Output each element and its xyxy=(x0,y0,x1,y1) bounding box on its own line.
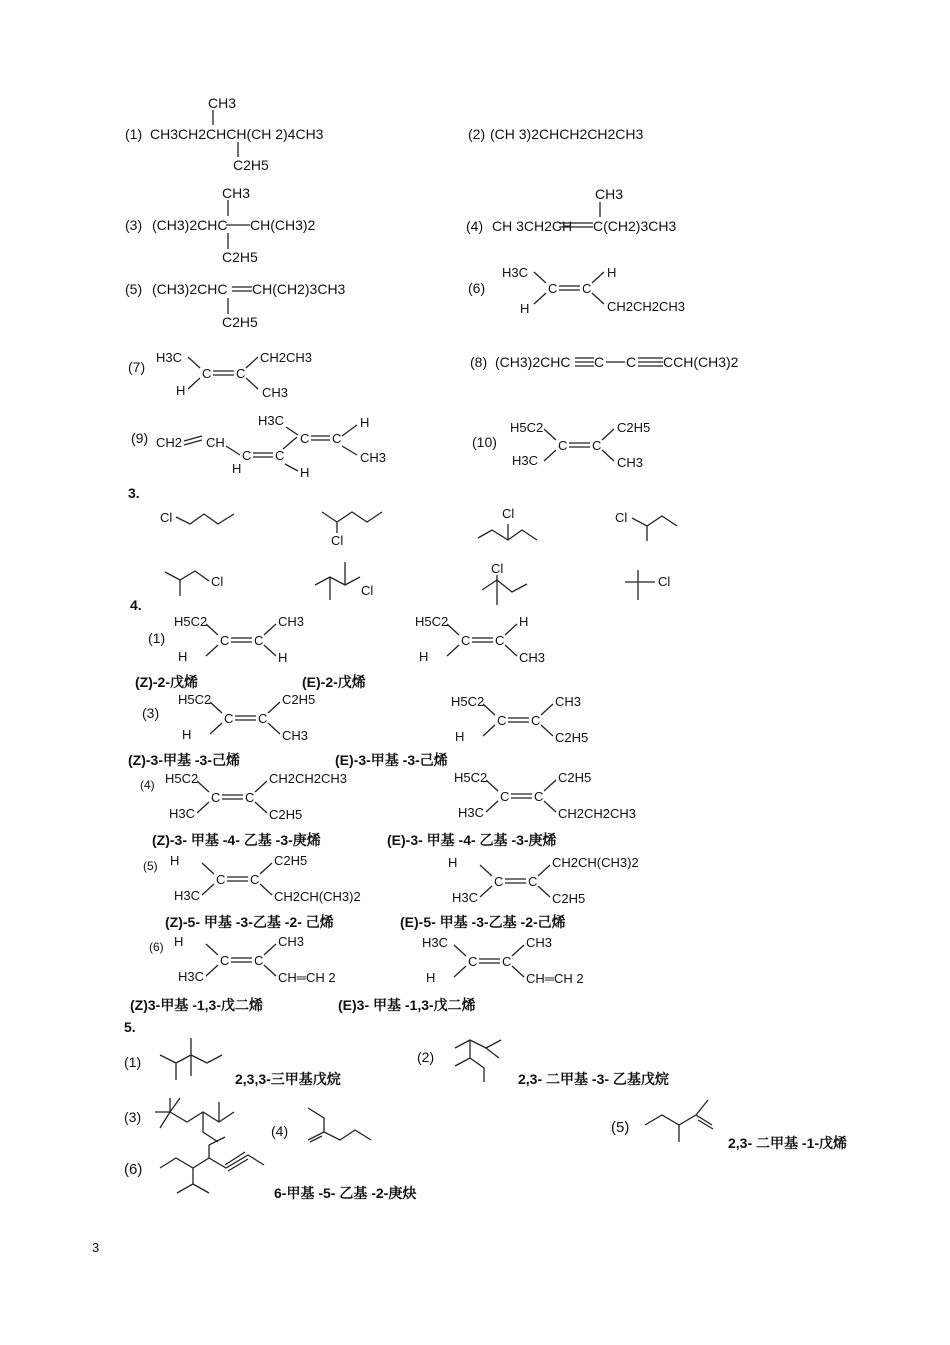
f6-number: (6) xyxy=(468,280,486,296)
f6-carbon-left: C xyxy=(548,281,558,296)
q4-3e-carbon-left: C xyxy=(497,713,507,728)
q4-1z-arm-ur xyxy=(264,624,276,635)
f1-number: (1) xyxy=(125,126,143,142)
f9-bond-1 xyxy=(226,446,240,455)
q4-4e-carbon-left: C xyxy=(500,789,510,804)
q4-1e-sub-a: H5C2 xyxy=(415,614,449,629)
q4-4z-arm-ul xyxy=(197,781,209,792)
q4-6e-sub-b: CH3 xyxy=(526,935,553,950)
q5-3-number: (3) xyxy=(124,1109,142,1125)
q5-5-structure xyxy=(645,1100,713,1142)
q5-5-name: 2,3- 二甲基 -1-戊烯 xyxy=(728,1135,848,1151)
q4-1z-sub-b: CH3 xyxy=(278,614,305,629)
q5-5-number: (5) xyxy=(611,1119,630,1136)
q3-2-cl-label: Cl xyxy=(331,533,344,548)
q5-2-name: 2,3- 二甲基 -3- 乙基戊烷 xyxy=(518,1071,669,1087)
q4-5e-sub-a: H xyxy=(448,855,458,870)
q4-4z-sub-b: CH2CH2CH3 xyxy=(269,771,348,786)
f8-number: (8) xyxy=(470,354,488,370)
q3-2-chloropentane xyxy=(322,512,382,548)
q4-1e-arm-ur xyxy=(505,624,517,635)
q3-5-chloro-methylbutane xyxy=(165,571,223,596)
q4-5-z-name: (Z)-5- 甲基 -3-乙基 -2- 己烯 xyxy=(165,914,334,930)
f9-c1: C xyxy=(242,448,252,463)
q4-3-z-name: (Z)-3-甲基 -3-己烯 xyxy=(128,752,240,768)
q4-1z-arm-ul xyxy=(206,624,218,635)
q4-1z-sub-a: H5C2 xyxy=(174,614,208,629)
q4-1e-carbon-right: C xyxy=(495,633,505,648)
f5-number: (5) xyxy=(125,281,143,297)
q4-4z-carbon-left: C xyxy=(211,790,221,805)
q4-4e-sub-b: C2H5 xyxy=(558,770,592,785)
q4-3e-sub-b: CH3 xyxy=(555,694,582,709)
f9-bond-5 xyxy=(342,425,357,436)
q4-4z-sub-c: H3C xyxy=(169,806,196,821)
q4-5-number: (5) xyxy=(143,859,158,873)
f9-c4: C xyxy=(332,431,342,446)
q4-4-e-name: (E)-3- 甲基 -4- 乙基 -3-庚烯 xyxy=(387,832,557,848)
f7-carbon-left: C xyxy=(202,366,212,381)
q4-1z-carbon-right: C xyxy=(254,633,264,648)
f9-bond-4 xyxy=(285,464,298,471)
section-4-label: 4. xyxy=(130,597,142,613)
q4-6-e-name: (E)3- 甲基 -1,3-戊二烯 xyxy=(338,997,476,1013)
q4-4e-arm-ur xyxy=(544,780,556,791)
f6-c: H xyxy=(520,301,530,316)
f7-arm-ul xyxy=(188,357,200,368)
q5-2-structure xyxy=(455,1040,501,1082)
q4-4z-sub-a: H5C2 xyxy=(165,771,199,786)
q4-3z-sub-c: H xyxy=(182,727,192,742)
q4-3z-sub-d: CH3 xyxy=(282,728,309,743)
q4-6z-arm-lr xyxy=(264,965,276,976)
q4-3-e-name: (E)-3-甲基 -3-己烯 xyxy=(335,752,448,768)
q3-1-chloropentane xyxy=(160,510,234,525)
q4-6e-sub-c: H xyxy=(426,970,436,985)
q4-3z-arm-ur xyxy=(268,702,280,713)
f7-arm-lr xyxy=(246,378,258,389)
f9-b: CH xyxy=(206,435,225,450)
q4-3e-sub-d: C2H5 xyxy=(555,730,589,745)
q4-5e-sub-b: CH2CH(CH3)2 xyxy=(552,855,639,870)
q4-5e-arm-ul xyxy=(480,865,492,876)
q4-6z-arm-ul xyxy=(206,944,218,955)
f9-bond-6 xyxy=(342,446,357,455)
f8-mid-carbon-2: C xyxy=(626,354,637,370)
q4-3z-carbon-right: C xyxy=(258,711,268,726)
section-5-label: 5. xyxy=(124,1019,136,1035)
q4-1-number: (1) xyxy=(148,630,166,646)
q4-3z-arm-lr xyxy=(268,723,280,734)
f9-d: H3C xyxy=(258,413,285,428)
f10-arm-ur xyxy=(602,429,614,440)
q4-5e-carbon-right: C xyxy=(528,874,538,889)
q4-6e-arm-ll xyxy=(454,966,466,977)
q3-7-cl-label: Cl xyxy=(491,561,504,576)
q4-4e-sub-d: CH2CH2CH3 xyxy=(558,806,637,821)
f8-main-right: CCH(CH3)2 xyxy=(663,354,739,370)
q4-6e-carbon-left: C xyxy=(468,954,478,969)
q4-3z-carbon-left: C xyxy=(224,711,234,726)
q3-8-chloro-dimethylpropane xyxy=(625,570,670,600)
q4-1e-sub-d: CH3 xyxy=(519,650,546,665)
f6-arm-lr xyxy=(592,293,604,304)
f9-number: (9) xyxy=(131,430,149,446)
f10-number: (10) xyxy=(472,434,497,450)
f2-number: (2) xyxy=(468,126,486,142)
q5-1-number: (1) xyxy=(124,1054,142,1070)
q3-8-cl-label: Cl xyxy=(658,574,671,589)
q5-2-number: (2) xyxy=(417,1049,435,1065)
q3-4-chain xyxy=(632,516,677,526)
q5-4-structure xyxy=(308,1108,371,1142)
q3-1-chain xyxy=(176,514,234,524)
q4-4-number: (4) xyxy=(140,778,155,792)
q4-4-z-name: (Z)-3- 甲基 -4- 乙基 -3-庚烯 xyxy=(152,832,321,848)
q4-1e-arm-lr xyxy=(505,645,517,656)
f5-main-left: (CH3)2CHC xyxy=(152,281,228,297)
f9-c2: C xyxy=(275,448,285,463)
f7-carbon-right: C xyxy=(236,366,246,381)
q4-5z-sub-a: H xyxy=(170,853,180,868)
q4-5z-arm-ll xyxy=(202,884,214,895)
q4-6e-arm-ur xyxy=(512,945,524,956)
q4-4z-sub-d: C2H5 xyxy=(269,807,303,822)
q4-4e-arm-lr xyxy=(544,801,556,812)
q4-3e-sub-c: H xyxy=(455,729,465,744)
q4-6-number: (6) xyxy=(149,940,164,954)
q4-3z-sub-b: C2H5 xyxy=(282,692,316,707)
f10-c: H3C xyxy=(512,453,539,468)
q4-4e-sub-c: H3C xyxy=(458,805,485,820)
f7-number: (7) xyxy=(128,359,146,375)
f10-a: H5C2 xyxy=(510,420,544,435)
f8-main-left: (CH3)2CHC xyxy=(495,354,571,370)
q4-1-e-name: (E)-2-戊烯 xyxy=(302,674,366,690)
f2-formula: (CH 3)2CHCH2CH2CH3 xyxy=(490,126,644,142)
q4-6e-carbon-right: C xyxy=(502,954,512,969)
q4-3e-arm-ur xyxy=(541,704,553,715)
q4-3e-arm-ul xyxy=(483,704,495,715)
q4-5z-carbon-left: C xyxy=(216,872,226,887)
q5-6-structure xyxy=(160,1137,264,1193)
q4-6z-carbon-left: C xyxy=(220,953,230,968)
q4-5z-sub-b: C2H5 xyxy=(274,853,308,868)
q3-7-chloro-dimethylpropane xyxy=(482,561,527,605)
q4-6z-sub-d: CH═CH 2 xyxy=(278,970,336,985)
q4-3z-arm-ul xyxy=(210,702,222,713)
f7-arm-ll xyxy=(188,378,200,389)
q4-1z-carbon-left: C xyxy=(220,633,230,648)
q4-3e-carbon-right: C xyxy=(531,713,541,728)
q3-6-chain xyxy=(315,577,360,585)
q4-6e-arm-lr xyxy=(512,966,524,977)
f6-arm-ur xyxy=(592,272,604,283)
f6-a: H3C xyxy=(502,265,529,280)
q4-5z-carbon-right: C xyxy=(250,872,260,887)
q4-4z-arm-lr xyxy=(255,802,267,813)
f10-arm-ul xyxy=(544,429,556,440)
f10-arm-ll xyxy=(544,450,556,461)
q4-5-e-name: (E)-5- 甲基 -3-乙基 -2-己烯 xyxy=(400,914,566,930)
q3-5-cl-label: Cl xyxy=(211,574,224,589)
q4-6z-arm-ll xyxy=(206,965,218,976)
q4-3e-sub-a: H5C2 xyxy=(451,694,485,709)
q4-5e-arm-ll xyxy=(480,886,492,897)
f4-main-left: CH 3CH2CH xyxy=(492,218,573,234)
f9-c: H xyxy=(232,461,242,476)
f9-bond-3 xyxy=(286,427,298,435)
f9-e: H xyxy=(300,465,310,480)
q4-5z-sub-d: CH2CH(CH3)2 xyxy=(274,889,361,904)
q4-5z-sub-c: H3C xyxy=(174,888,201,903)
q4-5z-arm-ul xyxy=(202,863,214,874)
q4-1z-arm-lr xyxy=(264,645,276,656)
q4-3z-sub-a: H5C2 xyxy=(178,692,212,707)
q4-3-number: (3) xyxy=(142,705,160,721)
q4-5e-sub-d: C2H5 xyxy=(552,891,586,906)
q4-4e-carbon-right: C xyxy=(534,789,544,804)
q4-1e-sub-b: H xyxy=(519,614,529,629)
q4-4e-arm-ll xyxy=(486,801,498,812)
f3-main-right: CH(CH3)2 xyxy=(250,217,316,233)
f7-b: CH2CH3 xyxy=(260,350,313,365)
q4-6z-carbon-right: C xyxy=(254,953,264,968)
q4-5z-arm-ur xyxy=(260,863,272,874)
page-number: 3 xyxy=(92,1240,100,1255)
q4-6z-sub-b: CH3 xyxy=(278,934,305,949)
f4-main-right: C(CH2)3CH3 xyxy=(593,218,677,234)
f1-bottom-substituent: C2H5 xyxy=(233,157,269,173)
f9-a: CH2 xyxy=(156,435,183,450)
f5-bottom-substituent: C2H5 xyxy=(222,314,258,330)
q4-1e-sub-c: H xyxy=(419,649,429,664)
f6-d: CH2CH2CH3 xyxy=(607,299,686,314)
f7-c: H xyxy=(176,383,186,398)
f1-main-chain: CH3CH2CHCH(CH 2)4CH3 xyxy=(150,126,324,142)
q4-4z-arm-ur xyxy=(255,781,267,792)
q4-5e-arm-ur xyxy=(538,865,550,876)
q5-3-structure xyxy=(155,1098,234,1142)
q4-5e-sub-c: H3C xyxy=(452,890,479,905)
q4-5e-carbon-left: C xyxy=(494,874,504,889)
q4-1e-carbon-left: C xyxy=(461,633,471,648)
q4-6z-arm-ur xyxy=(264,944,276,955)
q4-6e-sub-a: H3C xyxy=(422,935,449,950)
q5-6-number: (6) xyxy=(124,1161,143,1178)
q4-6z-sub-a: H xyxy=(174,934,184,949)
q4-1z-arm-ll xyxy=(206,645,218,656)
q4-3e-arm-lr xyxy=(541,725,553,736)
f6-arm-ll xyxy=(534,293,546,304)
q4-4z-carbon-right: C xyxy=(245,790,255,805)
q5-1-structure xyxy=(160,1038,222,1080)
f6-b: H xyxy=(607,265,617,280)
q4-6e-sub-d: CH═CH 2 xyxy=(526,971,584,986)
f10-arm-lr xyxy=(602,450,614,461)
q3-2-chain xyxy=(322,512,382,522)
f3-top-substituent: CH3 xyxy=(222,185,251,201)
q4-1z-sub-c: H xyxy=(178,649,188,664)
q4-4e-arm-ul xyxy=(486,780,498,791)
f9-c3: C xyxy=(300,431,310,446)
q5-4-number: (4) xyxy=(271,1123,289,1139)
q4-5e-arm-lr xyxy=(538,886,550,897)
f10-carbon-left: C xyxy=(558,438,568,453)
f8-mid-carbon: C xyxy=(594,354,605,370)
q5-6-name: 6-甲基 -5- 乙基 -2-庚炔 xyxy=(274,1185,417,1201)
q4-1e-arm-ul xyxy=(447,624,459,635)
q4-1z-sub-d: H xyxy=(278,650,288,665)
q4-4z-arm-ll xyxy=(197,802,209,813)
q3-6-chloro-methylbutane xyxy=(315,562,373,600)
f5-main-right: CH(CH2)3CH3 xyxy=(252,281,346,297)
q3-4-chlorobutane xyxy=(615,510,677,541)
q4-4e-sub-a: H5C2 xyxy=(454,770,488,785)
f9-g: CH3 xyxy=(360,450,387,465)
q4-1-z-name: (Z)-2-戊烯 xyxy=(135,674,198,690)
f4-top-substituent: CH3 xyxy=(595,186,624,202)
q5-1-name: 2,3,3-三甲基戊烷 xyxy=(235,1071,341,1087)
q3-1-cl-label: Cl xyxy=(160,510,173,525)
f7-a: H3C xyxy=(156,350,183,365)
f10-d: CH3 xyxy=(617,455,644,470)
q4-1e-arm-ll xyxy=(447,645,459,656)
f3-main-left: (CH3)2CHC xyxy=(152,217,228,233)
f10-carbon-right: C xyxy=(592,438,602,453)
f4-number: (4) xyxy=(466,218,484,234)
f7-d: CH3 xyxy=(262,385,289,400)
q3-3-cl-label: Cl xyxy=(502,506,515,521)
f3-bottom-substituent: C2H5 xyxy=(222,249,258,265)
q4-6z-sub-c: H3C xyxy=(178,969,205,984)
q3-6-cl-label: Cl xyxy=(361,583,374,598)
f3-number: (3) xyxy=(125,217,143,233)
f6-carbon-right: C xyxy=(582,281,592,296)
section-3-label: 3. xyxy=(128,485,140,501)
f10-b: C2H5 xyxy=(617,420,651,435)
f1-top-substituent: CH3 xyxy=(208,95,237,111)
q4-5z-arm-lr xyxy=(260,884,272,895)
f9-f: H xyxy=(360,415,370,430)
q3-4-cl-label: Cl xyxy=(615,510,628,525)
f9-bond-2 xyxy=(283,437,297,449)
q4-6-z-name: (Z)3-甲基 -1,3-戊二烯 xyxy=(130,997,263,1013)
q4-3e-arm-ll xyxy=(483,725,495,736)
q4-3z-arm-ll xyxy=(210,723,222,734)
f6-arm-ul xyxy=(534,272,546,283)
q3-3-chloropentane xyxy=(478,506,537,540)
q4-6e-arm-ul xyxy=(454,945,466,956)
q3-5-chain xyxy=(165,571,209,581)
f7-arm-ur xyxy=(246,357,258,368)
